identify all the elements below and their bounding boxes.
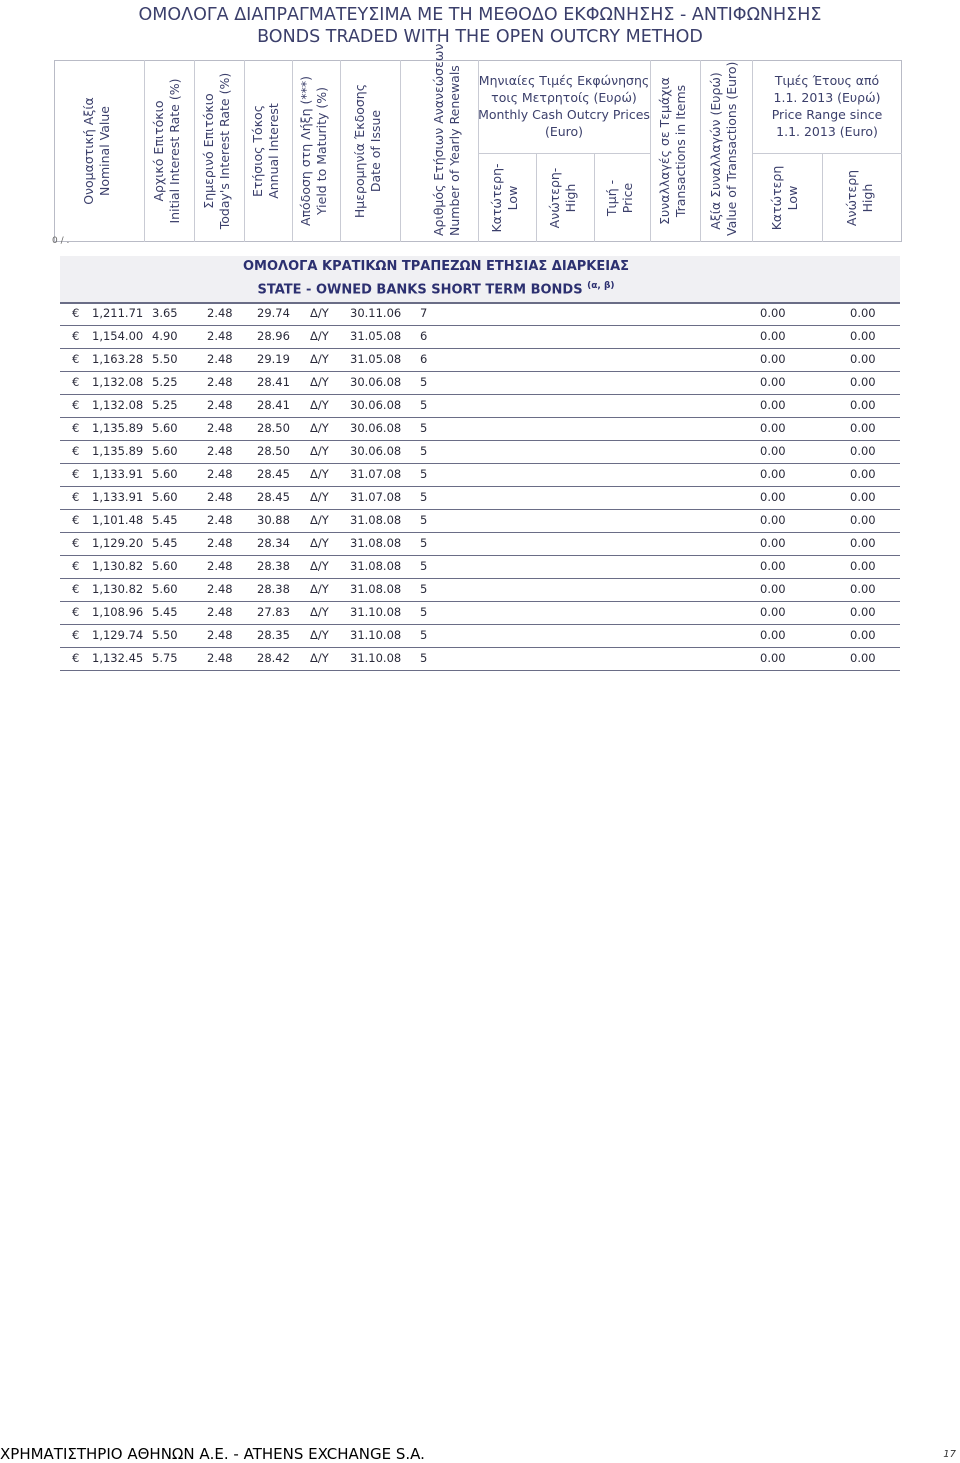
table-row — [60, 302, 900, 326]
cell-nominal-value: 1,154.00 — [92, 329, 144, 343]
cell-today-rate: 2.48 — [207, 398, 233, 412]
cell-annual-interest: 28.38 — [257, 559, 290, 573]
col-today-rate: Σημερινό Επιτόκιο Today's Interest Rate (%) — [201, 72, 232, 230]
cell-today-rate: 2.48 — [207, 513, 233, 527]
cell-renewals: 7 — [420, 306, 428, 320]
cell-year-high: 0.00 — [850, 375, 876, 389]
cell-nominal-value: 1,130.82 — [92, 559, 144, 573]
col-nominal-value: Ονομαστική Αξία Nominal Value — [81, 97, 112, 205]
cell-today-rate: 2.48 — [207, 559, 233, 573]
cell-annual-interest: 28.41 — [257, 398, 290, 412]
stray-mark: 0 / . — [52, 236, 70, 246]
cell-annual-interest: 28.45 — [257, 467, 290, 481]
year-range-header: Τιμές Έτους από 1.1. 2013 (Ευρώ) Price Range since 1.1. 2013 (Euro) — [771, 73, 883, 139]
table-row — [60, 463, 900, 487]
cell-renewals: 5 — [420, 582, 428, 596]
cell-renewals: 5 — [420, 628, 428, 642]
cell-currency: € — [72, 651, 80, 665]
cell-yield-code: Δ/Υ — [310, 651, 329, 665]
cell-yield-code: Δ/Υ — [310, 605, 329, 619]
cell-year-low: 0.00 — [760, 467, 786, 481]
cell-year-low: 0.00 — [760, 306, 786, 320]
cell-year-high: 0.00 — [850, 605, 876, 619]
cell-today-rate: 2.48 — [207, 352, 233, 366]
col-yearly-renewals: Αριθμός Ετήσιων Ανανεώσεων Number of Yearly Renewals — [431, 43, 462, 236]
cell-issue-date: 31.10.08 — [350, 628, 402, 642]
col-annual-interest: Ετήσιος Τόκος Annual Interest — [250, 103, 281, 199]
col-initial-rate: Αρχικό Επιτόκιο Initial Interest Rate (%) — [151, 78, 182, 224]
cell-issue-date: 31.05.08 — [350, 352, 402, 366]
col-year-high: Ανώτερη High — [844, 169, 875, 227]
cell-annual-interest: 28.38 — [257, 582, 290, 596]
cell-renewals: 5 — [420, 536, 428, 550]
cell-initial-rate: 5.60 — [152, 444, 178, 458]
cell-issue-date: 30.06.08 — [350, 421, 402, 435]
cell-yield-code: Δ/Υ — [310, 306, 329, 320]
cell-yield-code: Δ/Υ — [310, 582, 329, 596]
cell-nominal-value: 1,211.71 — [92, 306, 144, 320]
table-row — [60, 578, 900, 602]
table-row — [60, 440, 900, 464]
cell-nominal-value: 1,130.82 — [92, 582, 144, 596]
cell-yield-code: Δ/Υ — [310, 559, 329, 573]
cell-annual-interest: 30.88 — [257, 513, 290, 527]
table-row — [60, 371, 900, 395]
table-row — [60, 601, 900, 625]
cell-today-rate: 2.48 — [207, 605, 233, 619]
cell-renewals: 5 — [420, 651, 428, 665]
cell-yield-code: Δ/Υ — [310, 375, 329, 389]
table-row — [60, 394, 900, 418]
cell-currency: € — [72, 582, 80, 596]
cell-initial-rate: 5.60 — [152, 582, 178, 596]
cell-initial-rate: 3.65 — [152, 306, 178, 320]
cell-annual-interest: 28.35 — [257, 628, 290, 642]
cell-renewals: 5 — [420, 513, 428, 527]
cell-nominal-value: 1,132.45 — [92, 651, 144, 665]
cell-currency: € — [72, 536, 80, 550]
cell-nominal-value: 1,133.91 — [92, 490, 144, 504]
cell-issue-date: 31.08.08 — [350, 536, 402, 550]
cell-currency: € — [72, 421, 80, 435]
cell-yield-code: Δ/Υ — [310, 490, 329, 504]
cell-issue-date: 30.06.08 — [350, 398, 402, 412]
cell-yield-code: Δ/Υ — [310, 352, 329, 366]
cell-nominal-value: 1,135.89 — [92, 444, 144, 458]
cell-annual-interest: 29.19 — [257, 352, 290, 366]
cell-year-low: 0.00 — [760, 513, 786, 527]
cell-nominal-value: 1,133.91 — [92, 467, 144, 481]
cell-initial-rate: 5.50 — [152, 628, 178, 642]
cell-issue-date: 31.10.08 — [350, 605, 402, 619]
cell-currency: € — [72, 398, 80, 412]
page-title-english: BONDS TRADED WITH THE OPEN OUTCRY METHOD — [257, 27, 703, 47]
cell-renewals: 6 — [420, 329, 428, 343]
cell-year-low: 0.00 — [760, 398, 786, 412]
cell-year-low: 0.00 — [760, 490, 786, 504]
cell-issue-date: 30.06.08 — [350, 444, 402, 458]
cell-issue-date: 31.08.08 — [350, 513, 402, 527]
cell-issue-date: 31.07.08 — [350, 467, 402, 481]
section-title-english: STATE - OWNED BANKS SHORT TERM BONDS $^{(\alpha, \beta)}$ — [257, 281, 615, 298]
cell-currency: € — [72, 375, 80, 389]
cell-nominal-value: 1,132.08 — [92, 375, 144, 389]
cell-renewals: 5 — [420, 375, 428, 389]
cell-year-low: 0.00 — [760, 605, 786, 619]
page-number: 17 — [943, 1449, 956, 1460]
cell-year-low: 0.00 — [760, 536, 786, 550]
cell-yield-code: Δ/Υ — [310, 513, 329, 527]
cell-yield-code: Δ/Υ — [310, 398, 329, 412]
table-row — [60, 325, 900, 349]
cell-initial-rate: 5.60 — [152, 467, 178, 481]
cell-nominal-value: 1,163.28 — [92, 352, 144, 366]
cell-nominal-value: 1,129.74 — [92, 628, 144, 642]
cell-initial-rate: 5.60 — [152, 559, 178, 573]
cell-year-high: 0.00 — [850, 398, 876, 412]
cell-initial-rate: 5.25 — [152, 375, 178, 389]
cell-issue-date: 31.08.08 — [350, 582, 402, 596]
cell-nominal-value: 1,108.96 — [92, 605, 144, 619]
table-row — [60, 647, 900, 671]
footer-text: ΧΡΗΜΑΤΙΣΤΗΡΙΟ ΑΘΗΝΩΝ Α.Ε. - ATHENS EXCHANGE S.A. — [0, 1445, 425, 1463]
cell-year-low: 0.00 — [760, 559, 786, 573]
table-row — [60, 532, 900, 556]
cell-yield-code: Δ/Υ — [310, 536, 329, 550]
cell-today-rate: 2.48 — [207, 375, 233, 389]
monthly-prices-header: Μηνιαίες Τιμές Εκφώνησης τοις Μετρητοίς (Ευρώ) Monthly Cash Outcry Prices (Euro) — [478, 73, 650, 139]
cell-currency: € — [72, 628, 80, 642]
cell-year-high: 0.00 — [850, 467, 876, 481]
cell-today-rate: 2.48 — [207, 628, 233, 642]
cell-year-high: 0.00 — [850, 352, 876, 366]
cell-currency: € — [72, 513, 80, 527]
cell-currency: € — [72, 467, 80, 481]
cell-initial-rate: 5.25 — [152, 398, 178, 412]
col-monthly-high: Ανώτερη- High — [547, 167, 578, 229]
cell-renewals: 5 — [420, 559, 428, 573]
cell-year-high: 0.00 — [850, 628, 876, 642]
table-row — [60, 509, 900, 533]
cell-issue-date: 30.06.08 — [350, 375, 402, 389]
cell-year-high: 0.00 — [850, 536, 876, 550]
cell-today-rate: 2.48 — [207, 444, 233, 458]
cell-initial-rate: 4.90 — [152, 329, 178, 343]
cell-nominal-value: 1,135.89 — [92, 421, 144, 435]
cell-currency: € — [72, 605, 80, 619]
section-header — [60, 256, 900, 304]
cell-currency: € — [72, 329, 80, 343]
table-row — [60, 486, 900, 510]
cell-year-low: 0.00 — [760, 421, 786, 435]
cell-today-rate: 2.48 — [207, 582, 233, 596]
cell-issue-date: 31.05.08 — [350, 329, 402, 343]
cell-yield-code: Δ/Υ — [310, 467, 329, 481]
cell-initial-rate: 5.60 — [152, 421, 178, 435]
col-monthly-price: Τιμή - Price — [604, 179, 635, 217]
cell-nominal-value: 1,129.20 — [92, 536, 144, 550]
col-value-of-transactions: Αξία Συναλλαγών (Ευρώ) Value of Transactions (Euro) — [708, 61, 739, 236]
cell-initial-rate: 5.50 — [152, 352, 178, 366]
cell-yield-code: Δ/Υ — [310, 421, 329, 435]
cell-annual-interest: 28.50 — [257, 444, 290, 458]
cell-renewals: 5 — [420, 444, 428, 458]
cell-annual-interest: 28.42 — [257, 651, 290, 665]
cell-initial-rate: 5.75 — [152, 651, 178, 665]
cell-issue-date: 31.08.08 — [350, 559, 402, 573]
cell-renewals: 5 — [420, 398, 428, 412]
cell-year-high: 0.00 — [850, 513, 876, 527]
cell-renewals: 5 — [420, 490, 428, 504]
cell-today-rate: 2.48 — [207, 329, 233, 343]
cell-annual-interest: 28.96 — [257, 329, 290, 343]
cell-currency: € — [72, 352, 80, 366]
table-row — [60, 417, 900, 441]
cell-annual-interest: 28.41 — [257, 375, 290, 389]
col-transactions: Συναλλαγές σε Τεμάχια Transactions in Items — [657, 77, 688, 225]
cell-yield-code: Δ/Υ — [310, 329, 329, 343]
cell-today-rate: 2.48 — [207, 467, 233, 481]
cell-year-low: 0.00 — [760, 582, 786, 596]
col-monthly-low: Κατώτερη- Low — [489, 163, 520, 233]
cell-year-high: 0.00 — [850, 582, 876, 596]
cell-yield-code: Δ/Υ — [310, 628, 329, 642]
col-yield-to-maturity: Απόδοση στη Λήξη (***) Yield to Maturity (%) — [298, 75, 329, 227]
cell-year-high: 0.00 — [850, 490, 876, 504]
cell-year-low: 0.00 — [760, 444, 786, 458]
cell-today-rate: 2.48 — [207, 421, 233, 435]
cell-year-high: 0.00 — [850, 444, 876, 458]
cell-initial-rate: 5.60 — [152, 490, 178, 504]
cell-issue-date: 31.10.08 — [350, 651, 402, 665]
cell-nominal-value: 1,101.48 — [92, 513, 144, 527]
cell-today-rate: 2.48 — [207, 536, 233, 550]
cell-annual-interest: 28.50 — [257, 421, 290, 435]
cell-today-rate: 2.48 — [207, 651, 233, 665]
cell-year-low: 0.00 — [760, 628, 786, 642]
cell-year-low: 0.00 — [760, 329, 786, 343]
cell-annual-interest: 28.45 — [257, 490, 290, 504]
cell-issue-date: 30.11.06 — [350, 306, 402, 320]
cell-renewals: 5 — [420, 421, 428, 435]
cell-year-high: 0.00 — [850, 421, 876, 435]
cell-year-high: 0.00 — [850, 329, 876, 343]
cell-renewals: 5 — [420, 605, 428, 619]
cell-yield-code: Δ/Υ — [310, 444, 329, 458]
cell-year-high: 0.00 — [850, 651, 876, 665]
col-date-of-issue: Ημερομηνία Έκδοσης Date of Issue — [352, 83, 383, 219]
cell-today-rate: 2.48 — [207, 306, 233, 320]
cell-year-low: 0.00 — [760, 352, 786, 366]
cell-renewals: 6 — [420, 352, 428, 366]
table-row — [60, 555, 900, 579]
cell-renewals: 5 — [420, 467, 428, 481]
cell-annual-interest: 27.83 — [257, 605, 290, 619]
table-row — [60, 624, 900, 648]
cell-year-low: 0.00 — [760, 651, 786, 665]
cell-nominal-value: 1,132.08 — [92, 398, 144, 412]
cell-annual-interest: 29.74 — [257, 306, 290, 320]
cell-initial-rate: 5.45 — [152, 536, 178, 550]
cell-year-high: 0.00 — [850, 559, 876, 573]
cell-issue-date: 31.07.08 — [350, 490, 402, 504]
page-title-greek: ΟΜΟΛΟΓΑ ΔΙΑΠΡΑΓΜΑΤΕΥΣΙΜΑ ΜΕ ΤΗ ΜΕΘΟΔΟ ΕΚΦΩΝΗΣΗΣ - ΑΝΤΙΦΩΝΗΣΗΣ — [138, 5, 822, 25]
cell-annual-interest: 28.34 — [257, 536, 290, 550]
cell-today-rate: 2.48 — [207, 490, 233, 504]
cell-year-low: 0.00 — [760, 375, 786, 389]
cell-initial-rate: 5.45 — [152, 513, 178, 527]
cell-currency: € — [72, 444, 80, 458]
table-row — [60, 348, 900, 372]
col-year-low: Κατώτερη Low — [769, 165, 800, 231]
cell-currency: € — [72, 490, 80, 504]
cell-currency: € — [72, 559, 80, 573]
cell-year-high: 0.00 — [850, 306, 876, 320]
section-title-greek: ΟΜΟΛΟΓΑ ΚΡΑΤΙΚΩΝ ΤΡΑΠΕΖΩΝ ΕΤΗΣΙΑΣ ΔΙΑΡΚΕΙΑΣ — [242, 259, 630, 274]
cell-initial-rate: 5.45 — [152, 605, 178, 619]
cell-currency: € — [72, 306, 80, 320]
